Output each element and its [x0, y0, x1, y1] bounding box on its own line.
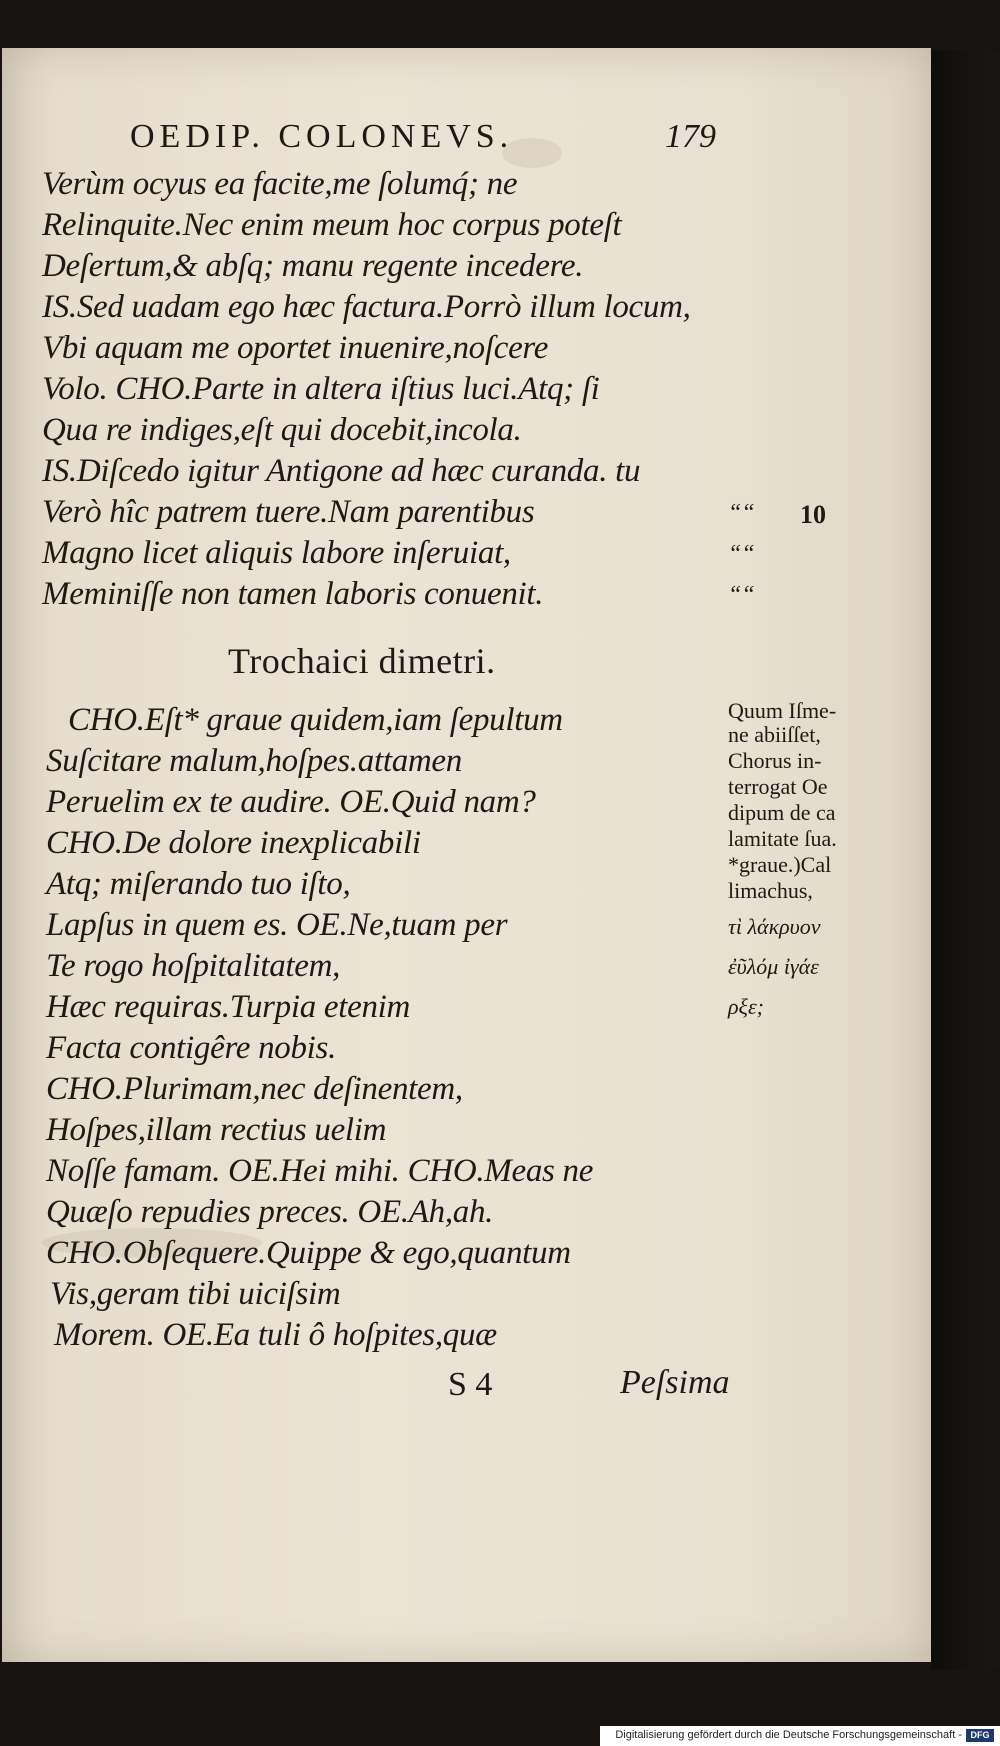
margin-note-line: *graue.)Cal: [728, 852, 832, 877]
margin-note-line: τὶ λάκρυον: [728, 914, 821, 939]
verse-line: Vbi aquam me oportet inuenire,noſcere: [42, 330, 549, 366]
verse-line: Verùm ocyus ea facite,me ſolumq́; ne: [42, 166, 518, 202]
verse-line: Relinquite.Nec enim meum hoc corpus poteſt: [42, 207, 622, 243]
verse-line: Vis,geram tibi uiciſsim: [50, 1276, 341, 1312]
verse-line: Hoſpes,illam rectius uelim: [46, 1112, 387, 1148]
attribution-text: Digitalisierung gefördert durch die Deutsche Forschungsgemeinschaft -: [615, 1729, 962, 1741]
verse-line: Quæſo repudies preces. OE.Ah,ah.: [46, 1194, 494, 1230]
verse-line: Suſcitare malum,hoſpes.attamen: [46, 743, 462, 779]
verse-line: Magno licet aliquis labore inſeruiat,: [42, 535, 511, 571]
verse-line: Deſertum,& abſq; manu regente incedere.: [42, 248, 584, 284]
verse-line: Hæc requiras.Turpia etenim: [46, 989, 411, 1025]
verse-line: Volo. CHO.Parte in altera iſtius luci.Atq; ſi: [42, 371, 600, 407]
verse-line: CHO.Obſequere.Quippe & ego,quantum: [46, 1235, 571, 1271]
running-title: OEDIP. COLONEVS.: [130, 118, 514, 155]
margin-note-line: ne abiiſſet,: [728, 722, 821, 747]
verse-line: IS.Diſcedo igitur Antigone ad hæc curanda. tu: [42, 453, 641, 489]
gnomic-marker: ““: [728, 500, 755, 526]
verse-line: CHO.Eſt* graue quidem,iam ſepultum: [68, 702, 563, 738]
page-edge-shadow: [931, 50, 1000, 1670]
verse-line: Lapſus in quem es. OE.Ne,tuam per: [46, 907, 508, 943]
verse-line: Peruelim ex te audire. OE.Quid nam?: [46, 784, 536, 820]
verse-line: Atq; miſerando tuo iſto,: [46, 866, 351, 902]
margin-note-line: lamitate ſua.: [728, 826, 837, 851]
gnomic-marker: ““: [728, 582, 755, 608]
page-header: [130, 118, 730, 158]
verse-line: Facta contigêre nobis.: [46, 1030, 337, 1066]
margin-note-line: limachus,: [728, 878, 813, 903]
verse-line: Te rogo hoſpitalitatem,: [46, 948, 341, 984]
gnomic-marker: ““: [728, 541, 755, 567]
catchword: Peſsima: [620, 1364, 730, 1401]
line-number: 10: [800, 500, 826, 529]
signature-mark: S 4: [448, 1366, 493, 1403]
verse-line: Verò hîc patrem tuere.Nam parentibus: [42, 494, 535, 530]
verse-line: IS.Sed uadam ego hæc factura.Porrò illum locum,: [42, 289, 691, 325]
margin-note-line: ρξε;: [728, 994, 764, 1019]
margin-note-line: terrogat Oe: [728, 774, 828, 799]
verse-line: CHO.De dolore inexplicabili: [46, 825, 421, 861]
margin-note-line: dipum de ca: [728, 800, 836, 825]
verse-line: CHO.Plurimam,nec deſinentem,: [46, 1071, 463, 1107]
margin-note-line: Chorus in-: [728, 748, 822, 773]
margin-note-line: Quum Iſme-: [728, 698, 837, 723]
verse-line: Qua re indiges,eſt qui docebit,incola.: [42, 412, 522, 448]
section-heading: Trochaici dimetri.: [228, 641, 496, 681]
page-number: 179: [665, 118, 716, 155]
verse-line: Noſſe famam. OE.Hei mihi. CHO.Meas ne: [46, 1153, 594, 1189]
verse-line: Morem. OE.Ea tuli ô hoſpites,quæ: [54, 1317, 497, 1353]
verse-line: Meminiſſe non tamen laboris conuenit.: [42, 576, 544, 612]
dfg-logo: DFG: [966, 1729, 994, 1742]
margin-note-line: ἐῦλόμ ἰγάε: [728, 954, 819, 979]
